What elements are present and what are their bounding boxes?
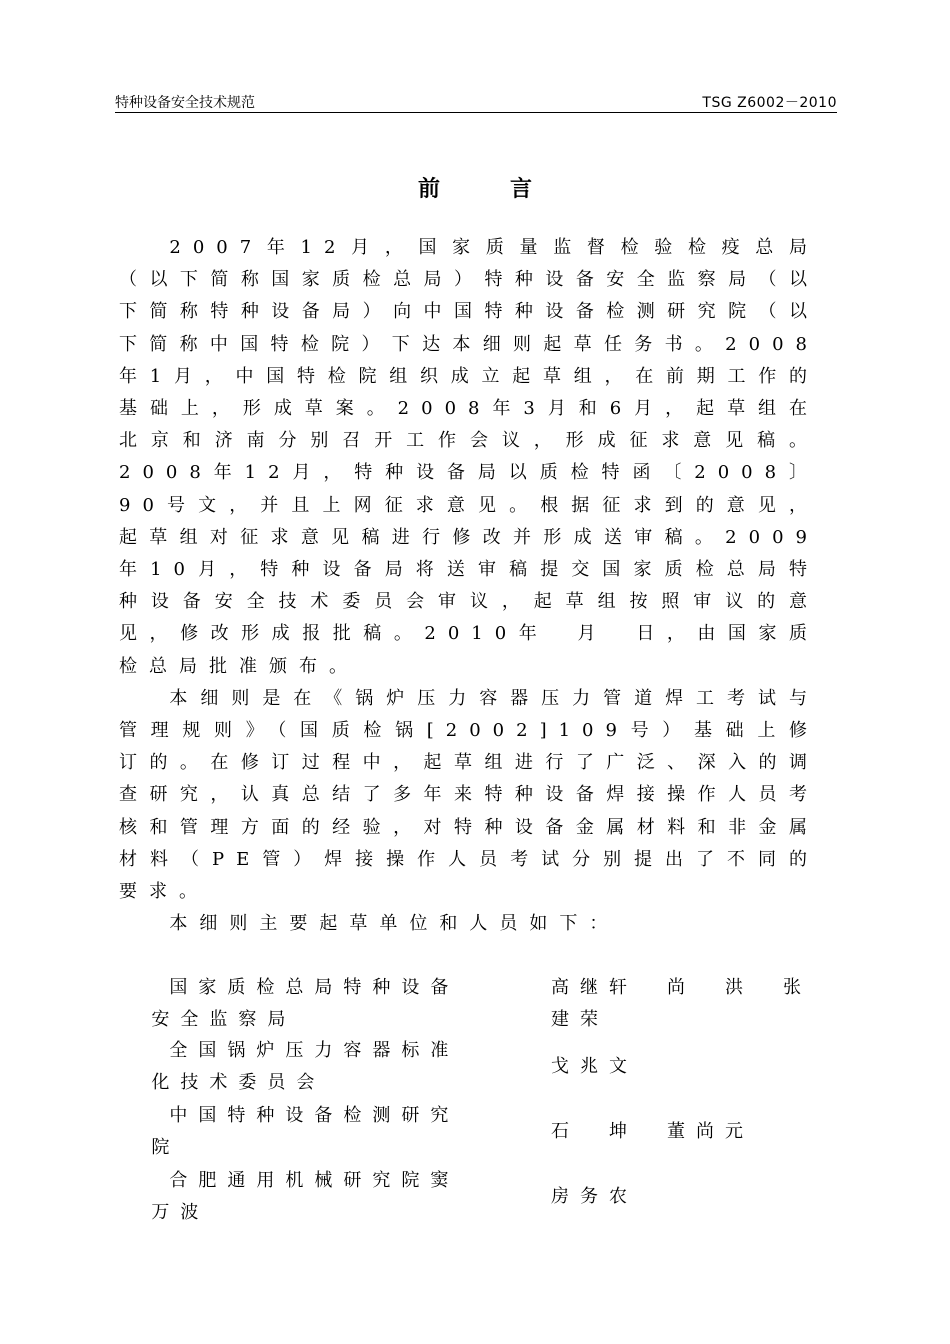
drafter-row (119, 1165, 839, 1230)
drafter-org: 国家质检总局特种设备 安全监察局 (151, 977, 460, 1030)
drafter-org: 全国锅炉压力容器标准 化技术委员会 (151, 1040, 460, 1093)
drafter-org: 中国特种设备检测研究 院 (151, 1105, 460, 1158)
drafter-people: 戈兆文 (551, 1056, 638, 1077)
header-standard-code: TSG Z6002－2010 (702, 95, 837, 111)
drafters-table (119, 972, 839, 1230)
preface-body (119, 232, 819, 940)
paragraph-drafting-history: 2007年12月，国家质量监督检验检疫总局（以下简称国家质检总局）特种设备安全监察局（以下简称特种设备局）向中国特种设备检测研究院（以下简称中国特检院）下达本细则起草任务书。2008年1月，中国特检院组织成立起草组，在前期工作的基础上，形成草案。2008年3月和6月，起草组在北京和济南分别召开工作会议，形成征求意见稿。2008年12月，特种设备局以质检特函〔2008〕90号文，并且上网征求意见。根据征求到的意见，起草组对征求意见稿进行修改并形成送审稿。2009年10月，特种设备局将送审稿提交国家质检总局特种设备安全技术委员会审议，起草组按照审议的意见，修改形成报批稿。2010年 月 日，由国家质检总局批准颁布。 (119, 237, 820, 677)
drafter-row (119, 972, 839, 1035)
paragraph-drafters-intro: 本细则主要起草单位和人员如下： (169, 913, 620, 935)
drafter-org: 合肥通用机械研究院窦 万波 (151, 1170, 460, 1223)
drafter-people: 石 坤 董尚元 (551, 1121, 754, 1142)
title-char-1: 前 (417, 177, 440, 202)
page-title (0, 172, 950, 203)
drafter-row (119, 1035, 839, 1100)
drafter-people: 房务农 (551, 1186, 638, 1207)
paragraph-revision-basis: 本细则是在《锅炉压力容器压力管道焊工考试与管理规则》（国质检锅[2002]109号）基础上修订的。在修订过程中，起草组进行了广泛、深入的调查研究，认真总结了多年来特种设备焊接操作人员考核和管理方面的经验，对特种设备金属材料和非金属材料（PE管）焊接操作人员考试分别提出了不同的要求。 (119, 687, 819, 903)
drafter-people: 高继轩 尚 洪 张 建荣 (551, 977, 812, 1030)
title-char-2: 言 (510, 177, 533, 202)
page-header (115, 92, 837, 113)
header-standard-category: 特种设备安全技术规范 (115, 95, 255, 111)
drafter-row (119, 1100, 839, 1165)
